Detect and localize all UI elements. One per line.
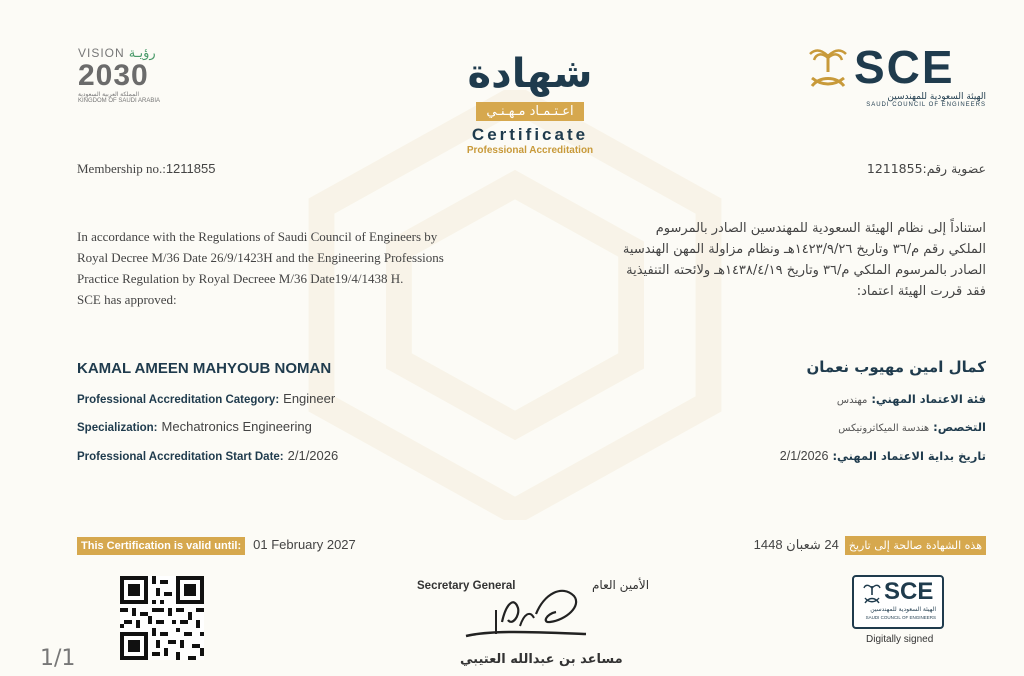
category-label-en: Professional Accreditation Category:	[77, 394, 280, 406]
sce-logo	[806, 42, 996, 108]
secretary-general-title-ar: الأمين العام	[592, 578, 650, 592]
page-number: 1/1	[40, 646, 76, 671]
title-arabic: شهادة	[467, 51, 593, 97]
start-date-value-en: 2/1/2026	[287, 448, 339, 463]
validity-label-ar: هذه الشهادة صالحة إلى تاريخ	[845, 536, 986, 555]
validity-value-en: 01 February 2027	[253, 537, 356, 552]
handwritten-signature	[462, 574, 592, 644]
specialization-value-en: Mechatronics Engineering	[161, 419, 312, 434]
membership-value-ar: 1211855	[866, 161, 923, 176]
intro-en-line: SCE has approved:	[77, 292, 177, 307]
membership-ar	[867, 161, 986, 176]
membership-value-en: 1211855	[165, 161, 216, 176]
palm-swords-emblem-icon	[806, 42, 850, 92]
intro-ar-line: الصادر بالمرسوم الملكي م/٣٦ وتاريخ ١٤٣٨/٤/١٩هـ ولائحته التنفيذية	[626, 263, 986, 278]
title-english: Certificate	[471, 125, 589, 144]
title-subtitle-arabic: اعـتـمـاد مـهـنـي	[476, 102, 583, 121]
membership-label-ar: عضوية رقم:	[922, 161, 986, 176]
holder-name-en: KAMAL AMEEN MAHYOUB NOMAN	[77, 360, 332, 377]
membership-label-en: Membership no.:	[77, 161, 166, 176]
validity-value-ar: 24 شعبان 1448	[753, 537, 839, 552]
intro-ar-line: فقد قررت الهيئة اعتماد:	[856, 284, 986, 299]
digital-badge-brand: SCE	[884, 578, 934, 605]
start-date-row-en	[77, 447, 338, 465]
start-date-label-en: Professional Accreditation Start Date:	[77, 451, 284, 463]
secretary-general-title-en: Secretary General	[417, 580, 516, 592]
validity-row-ar	[754, 536, 986, 555]
digitally-signed-label: Digitally signed	[866, 634, 934, 645]
sce-brand-text: SCE	[854, 41, 955, 93]
vision-2030-logo	[78, 45, 178, 104]
category-value-ar: مهندس	[836, 395, 868, 406]
sce-name-english: SAUDI COUNCIL OF ENGINEERS	[866, 102, 986, 108]
sce-name-arabic: الهيئة السعودية للمهندسين	[887, 92, 986, 102]
digital-signature-badge[interactable]	[852, 575, 944, 629]
holder-name-ar: كمال امين مهيوب نعمان	[806, 358, 986, 376]
intro-en-line: In accordance with the Regulations of Saudi Council of Engineers by	[77, 229, 438, 244]
category-row-ar	[837, 390, 986, 408]
intro-ar-line: الملكي رقم م/٣٦ وتاريخ ١٤٢٣/٩/٢٦هـ ونظام مزاولة المهن الهندسية	[622, 242, 986, 257]
secretary-general-name-ar: مساعد بن عبدالله العتيبي	[460, 652, 623, 667]
title-subtitle-english: Professional Accreditation	[466, 145, 594, 156]
start-date-value-ar: 2/1/2026	[779, 449, 829, 463]
intro-arabic	[560, 218, 986, 302]
specialization-value-ar: هندسة الميكاترونيكس	[838, 423, 930, 434]
validity-row-en	[77, 536, 356, 555]
palm-swords-emblem-icon	[862, 583, 882, 605]
specialization-row-ar	[838, 418, 986, 436]
intro-en-line: Practice Regulation by Royal Decreee M/36 Date19/4/1438 H.	[77, 271, 404, 286]
vision-subtitle-ar: المملكة العربية السعودية	[78, 92, 140, 98]
validity-label-en: This Certification is valid until:	[77, 537, 245, 555]
intro-ar-line: استناداً إلى نظام الهيئة السعودية للمهندسين الصادر بالمرسوم	[655, 221, 986, 236]
start-date-label-ar: تاريخ بداية الاعتماد المهني:	[832, 449, 986, 463]
vision-subtitle-en: KINGDOM OF SAUDI ARABIA	[78, 98, 161, 104]
digital-badge-en: SAUDI COUNCIL OF ENGINEERS	[865, 615, 936, 620]
vision-year: 2030	[78, 59, 149, 92]
category-value-en: Engineer	[283, 391, 336, 406]
certificate-title	[440, 52, 620, 156]
intro-english	[77, 226, 507, 310]
membership-en	[77, 161, 215, 177]
specialization-label-en: Specialization:	[77, 422, 158, 434]
digital-badge-ar: الهيئة السعودية للمهندسين	[870, 606, 936, 613]
specialization-row-en	[77, 418, 312, 436]
category-row-en	[77, 390, 335, 408]
vision-top: VISION رؤيـة	[78, 45, 156, 60]
specialization-label-ar: التخصص:	[933, 420, 986, 434]
start-date-row-ar	[780, 447, 986, 465]
category-label-ar: فئة الاعتماد المهني:	[871, 392, 986, 406]
qr-code[interactable]	[120, 576, 204, 660]
intro-en-line: Royal Decree M/36 Date 26/9/1423H and the Engineering Professions	[77, 250, 444, 265]
